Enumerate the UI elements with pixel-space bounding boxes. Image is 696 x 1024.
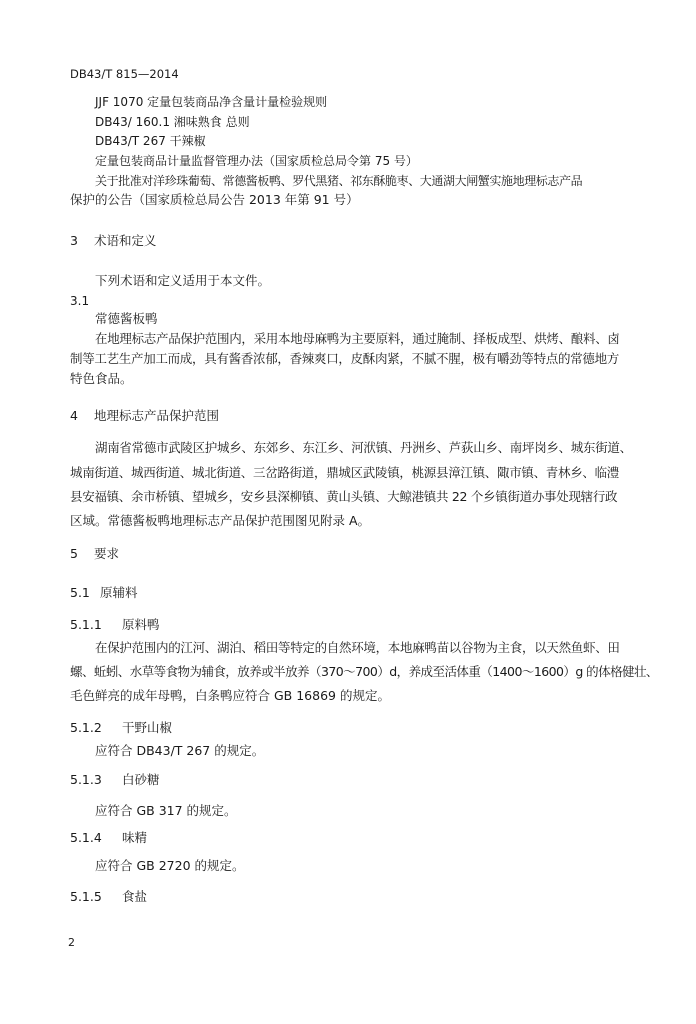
term-definition-line: 制等工艺生产加工而成，具有酱香浓郁，香辣爽口，皮酥肉紧，不腻不腥，极有嚼劲等特点的常德地方 [70,351,620,366]
section-heading-3 [70,233,157,249]
section-heading-4 [70,408,219,424]
subsection-title: 原辅料 [100,585,138,600]
scope-line: 县安福镇、余市桥镇、望城乡，安乡县深柳镇、黄山头镇、大鲸港镇共 22 个乡镇街道办事处现辖行政 [70,489,618,504]
term-name: 常德酱板鸭 [95,311,158,326]
subsection-heading-5-1-2 [70,720,172,736]
subsection-title: 食盐 [122,889,148,904]
subsection-number: 5.1 [70,585,90,600]
paragraph-line: 应符合 DB43/T 267 的规定。 [95,743,265,758]
subsection-number: 5.1.3 [70,772,102,787]
subsection-number: 5.1.5 [70,889,102,904]
subsection-heading-5-1-5 [70,889,147,905]
document-code-header: DB43/T 815—2014 [70,67,179,81]
section-number: 4 [70,408,78,423]
reference-item: JJF 1070 定量包装商品净含量计量检验规则 [95,95,328,109]
section-title: 要求 [94,546,120,561]
paragraph-line: 毛色鲜亮的成年母鸭，白条鸭应符合 GB 16869 的规定。 [70,688,390,703]
subsection-number: 5.1.2 [70,720,102,735]
reference-item: 关于批准对洋珍珠葡萄、常德酱板鸭、罗代黑猪、祁东酥脆枣、大通湖大闸蟹实施地理标志产品 [95,174,583,188]
reference-item-continued: 保护的公告（国家质检总局公告 2013 年第 91 号） [70,192,359,207]
section-intro: 下列术语和定义适用于本文件。 [95,273,271,288]
reference-item: DB43/ 160.1 湘味熟食 总则 [95,115,250,129]
term-definition-line: 在地理标志产品保护范围内，采用本地母麻鸭为主要原料，通过腌制、择板成型、烘烤、酿料、卤 [95,331,620,346]
paragraph-line: 螺、蚯蚓、水草等食物为辅食，放养或半放养（370～700）d，养成至活体重（1400～1600）g 的体格健壮、 [70,664,658,679]
subsection-number: 5.1.4 [70,830,102,845]
paragraph-line: 应符合 GB 317 的规定。 [95,803,237,818]
section-number: 3 [70,233,78,248]
subsection-heading-5-1 [70,585,138,601]
paragraph-line: 应符合 GB 2720 的规定。 [95,858,245,873]
scope-line: 城南街道、城西街道、城北街道、三岔路街道，鼎城区武陵镇，桃源县漳江镇、陬市镇、青林乡、临澧 [70,465,620,480]
section-heading-5 [70,546,119,562]
section-title: 地理标志产品保护范围 [94,408,220,423]
subsection-heading-5-1-1 [70,617,160,633]
term-number: 3.1 [70,294,90,308]
subsection-heading-5-1-3 [70,772,160,788]
scope-line: 湖南省常德市武陵区护城乡、东郊乡、东江乡、河洑镇、丹洲乡、芦荻山乡、南坪岗乡、城东街道、 [95,440,632,455]
term-definition-line: 特色食品。 [70,371,133,386]
reference-item: DB43/T 267 干辣椒 [95,134,206,148]
section-title: 术语和定义 [94,233,157,248]
section-number: 5 [70,546,78,561]
subsection-title: 原料鸭 [122,617,160,632]
subsection-heading-5-1-4 [70,830,147,846]
subsection-title: 干野山椒 [122,720,173,735]
reference-item: 定量包装商品计量监督管理办法（国家质检总局令第 75 号） [95,154,418,168]
subsection-title: 白砂糖 [122,772,160,787]
paragraph-line: 在保护范围内的江河、湖泊、稻田等特定的自然环境，本地麻鸭苗以谷物为主食，以天然鱼虾、田 [95,640,620,655]
page-number: 2 [68,936,75,949]
subsection-title: 味精 [122,830,148,845]
subsection-number: 5.1.1 [70,617,102,632]
scope-line: 区域。常德酱板鸭地理标志产品保护范围图见附录 A。 [70,513,371,528]
